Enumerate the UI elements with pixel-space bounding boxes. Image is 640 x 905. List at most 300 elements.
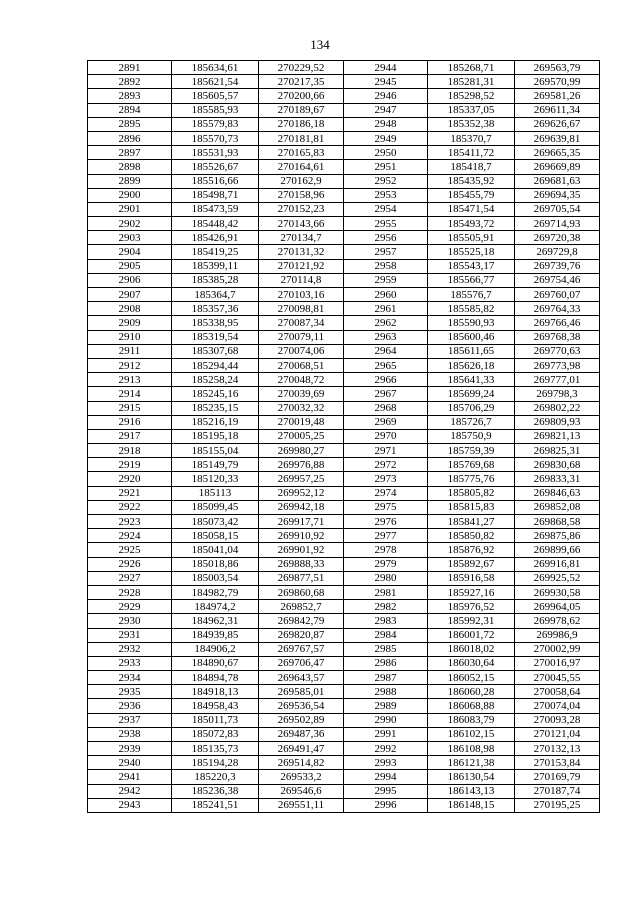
y-coordinate-left-cell: 269852,7 <box>259 600 344 614</box>
x-coordinate-left-cell: 185526,67 <box>172 160 259 174</box>
y-coordinate-right-cell: 270195,25 <box>515 798 600 812</box>
point-number-right-cell: 2972 <box>344 458 428 472</box>
point-number-right-cell: 2981 <box>344 585 428 599</box>
point-number-left-cell: 2940 <box>88 756 172 770</box>
table-row <box>88 131 600 145</box>
x-coordinate-right-cell: 185750,9 <box>428 429 515 443</box>
y-coordinate-left-cell: 270229,52 <box>259 61 344 75</box>
point-number-right-cell: 2993 <box>344 756 428 770</box>
y-coordinate-right-cell: 269798,3 <box>515 387 600 401</box>
x-coordinate-left-cell: 185120,33 <box>172 472 259 486</box>
point-number-right-cell: 2983 <box>344 614 428 628</box>
y-coordinate-right-cell: 269875,86 <box>515 529 600 543</box>
x-coordinate-right-cell: 185769,68 <box>428 458 515 472</box>
point-number-right-cell: 2958 <box>344 259 428 273</box>
point-number-right-cell: 2973 <box>344 472 428 486</box>
point-number-right-cell: 2959 <box>344 273 428 287</box>
y-coordinate-left-cell: 269980,27 <box>259 444 344 458</box>
x-coordinate-left-cell: 185155,04 <box>172 444 259 458</box>
y-coordinate-right-cell: 269626,67 <box>515 117 600 131</box>
x-coordinate-left-cell: 185364,7 <box>172 288 259 302</box>
point-number-right-cell: 2953 <box>344 188 428 202</box>
x-coordinate-right-cell: 186102,15 <box>428 727 515 741</box>
y-coordinate-left-cell: 270152,23 <box>259 202 344 216</box>
x-coordinate-right-cell: 185850,82 <box>428 529 515 543</box>
point-number-right-cell: 2989 <box>344 699 428 713</box>
coordinates-table <box>87 60 600 813</box>
x-coordinate-right-cell: 186148,15 <box>428 798 515 812</box>
table-row <box>88 444 600 458</box>
point-number-right-cell: 2977 <box>344 529 428 543</box>
x-coordinate-right-cell: 185471,54 <box>428 202 515 216</box>
x-coordinate-left-cell: 185216,19 <box>172 415 259 429</box>
table-row <box>88 557 600 571</box>
table-row <box>88 174 600 188</box>
x-coordinate-right-cell: 186108,98 <box>428 742 515 756</box>
x-coordinate-left-cell: 185195,18 <box>172 429 259 443</box>
point-number-left-cell: 2929 <box>88 600 172 614</box>
x-coordinate-left-cell: 185099,45 <box>172 500 259 514</box>
y-coordinate-right-cell: 269986,9 <box>515 628 600 642</box>
y-coordinate-left-cell: 269514,82 <box>259 756 344 770</box>
x-coordinate-right-cell: 185281,31 <box>428 75 515 89</box>
point-number-left-cell: 2928 <box>88 585 172 599</box>
y-coordinate-right-cell: 269916,81 <box>515 557 600 571</box>
table-row <box>88 699 600 713</box>
y-coordinate-left-cell: 270087,34 <box>259 316 344 330</box>
y-coordinate-left-cell: 270134,7 <box>259 231 344 245</box>
point-number-left-cell: 2923 <box>88 515 172 529</box>
table-row <box>88 344 600 358</box>
point-number-left-cell: 2916 <box>88 415 172 429</box>
y-coordinate-right-cell: 269729,8 <box>515 245 600 259</box>
y-coordinate-left-cell: 270114,8 <box>259 273 344 287</box>
x-coordinate-right-cell: 185411,72 <box>428 146 515 160</box>
y-coordinate-left-cell: 269533,2 <box>259 770 344 784</box>
table-row <box>88 543 600 557</box>
x-coordinate-right-cell: 185566,77 <box>428 273 515 287</box>
point-number-right-cell: 2947 <box>344 103 428 117</box>
point-number-left-cell: 2941 <box>88 770 172 784</box>
point-number-right-cell: 2994 <box>344 770 428 784</box>
point-number-left-cell: 2937 <box>88 713 172 727</box>
table-row <box>88 288 600 302</box>
x-coordinate-right-cell: 186001,72 <box>428 628 515 642</box>
x-coordinate-left-cell: 184974,2 <box>172 600 259 614</box>
x-coordinate-right-cell: 186130,54 <box>428 770 515 784</box>
table-row <box>88 75 600 89</box>
table-row <box>88 330 600 344</box>
x-coordinate-left-cell: 185113 <box>172 486 259 500</box>
table-row <box>88 202 600 216</box>
x-coordinate-right-cell: 185505,91 <box>428 231 515 245</box>
point-number-left-cell: 2913 <box>88 373 172 387</box>
x-coordinate-left-cell: 185041,04 <box>172 543 259 557</box>
y-coordinate-right-cell: 269720,38 <box>515 231 600 245</box>
table-row <box>88 316 600 330</box>
table-row <box>88 373 600 387</box>
x-coordinate-left-cell: 185385,28 <box>172 273 259 287</box>
table-row <box>88 259 600 273</box>
table-row <box>88 429 600 443</box>
y-coordinate-right-cell: 269563,79 <box>515 61 600 75</box>
x-coordinate-left-cell: 185294,44 <box>172 358 259 372</box>
x-coordinate-left-cell: 185498,71 <box>172 188 259 202</box>
x-coordinate-left-cell: 185018,86 <box>172 557 259 571</box>
point-number-right-cell: 2965 <box>344 358 428 372</box>
y-coordinate-left-cell: 269917,71 <box>259 515 344 529</box>
point-number-right-cell: 2970 <box>344 429 428 443</box>
x-coordinate-right-cell: 186030,64 <box>428 656 515 670</box>
x-coordinate-right-cell: 186121,38 <box>428 756 515 770</box>
y-coordinate-right-cell: 269925,52 <box>515 571 600 585</box>
x-coordinate-left-cell: 185194,28 <box>172 756 259 770</box>
point-number-left-cell: 2895 <box>88 117 172 131</box>
point-number-right-cell: 2950 <box>344 146 428 160</box>
point-number-left-cell: 2920 <box>88 472 172 486</box>
y-coordinate-right-cell: 269821,13 <box>515 429 600 443</box>
point-number-left-cell: 2924 <box>88 529 172 543</box>
point-number-left-cell: 2909 <box>88 316 172 330</box>
x-coordinate-right-cell: 185641,33 <box>428 373 515 387</box>
x-coordinate-right-cell: 185352,38 <box>428 117 515 131</box>
x-coordinate-left-cell: 185357,36 <box>172 302 259 316</box>
table-row <box>88 245 600 259</box>
y-coordinate-left-cell: 269877,51 <box>259 571 344 585</box>
y-coordinate-right-cell: 269665,35 <box>515 146 600 160</box>
table-row <box>88 742 600 756</box>
y-coordinate-left-cell: 270039,69 <box>259 387 344 401</box>
x-coordinate-left-cell: 185605,57 <box>172 89 259 103</box>
y-coordinate-right-cell: 269868,58 <box>515 515 600 529</box>
x-coordinate-left-cell: 185338,95 <box>172 316 259 330</box>
point-number-left-cell: 2893 <box>88 89 172 103</box>
x-coordinate-right-cell: 185976,52 <box>428 600 515 614</box>
point-number-right-cell: 2996 <box>344 798 428 812</box>
y-coordinate-right-cell: 270045,55 <box>515 671 600 685</box>
point-number-left-cell: 2912 <box>88 358 172 372</box>
x-coordinate-left-cell: 185058,15 <box>172 529 259 543</box>
y-coordinate-left-cell: 269976,88 <box>259 458 344 472</box>
y-coordinate-right-cell: 269978,62 <box>515 614 600 628</box>
point-number-left-cell: 2914 <box>88 387 172 401</box>
y-coordinate-right-cell: 269899,66 <box>515 543 600 557</box>
point-number-right-cell: 2963 <box>344 330 428 344</box>
table-row <box>88 387 600 401</box>
x-coordinate-left-cell: 184982,79 <box>172 585 259 599</box>
y-coordinate-right-cell: 269760,07 <box>515 288 600 302</box>
y-coordinate-left-cell: 269820,87 <box>259 628 344 642</box>
y-coordinate-right-cell: 269825,31 <box>515 444 600 458</box>
point-number-right-cell: 2967 <box>344 387 428 401</box>
point-number-right-cell: 2968 <box>344 401 428 415</box>
y-coordinate-right-cell: 269714,93 <box>515 217 600 231</box>
y-coordinate-left-cell: 270143,66 <box>259 217 344 231</box>
point-number-left-cell: 2902 <box>88 217 172 231</box>
x-coordinate-left-cell: 185473,59 <box>172 202 259 216</box>
x-coordinate-left-cell: 185235,15 <box>172 401 259 415</box>
point-number-left-cell: 2943 <box>88 798 172 812</box>
x-coordinate-left-cell: 185579,83 <box>172 117 259 131</box>
y-coordinate-left-cell: 270158,96 <box>259 188 344 202</box>
y-coordinate-left-cell: 270068,51 <box>259 358 344 372</box>
table-row <box>88 117 600 131</box>
y-coordinate-right-cell: 270058,64 <box>515 685 600 699</box>
point-number-right-cell: 2979 <box>344 557 428 571</box>
point-number-right-cell: 2992 <box>344 742 428 756</box>
point-number-right-cell: 2946 <box>344 89 428 103</box>
y-coordinate-right-cell: 269773,98 <box>515 358 600 372</box>
x-coordinate-right-cell: 185805,82 <box>428 486 515 500</box>
table-row <box>88 656 600 670</box>
table-row <box>88 685 600 699</box>
x-coordinate-right-cell: 185455,79 <box>428 188 515 202</box>
point-number-right-cell: 2966 <box>344 373 428 387</box>
point-number-right-cell: 2945 <box>344 75 428 89</box>
point-number-left-cell: 2891 <box>88 61 172 75</box>
y-coordinate-left-cell: 270164,61 <box>259 160 344 174</box>
x-coordinate-left-cell: 185426,91 <box>172 231 259 245</box>
point-number-left-cell: 2934 <box>88 671 172 685</box>
y-coordinate-right-cell: 269809,93 <box>515 415 600 429</box>
point-number-right-cell: 2974 <box>344 486 428 500</box>
x-coordinate-right-cell: 185298,52 <box>428 89 515 103</box>
x-coordinate-right-cell: 186060,28 <box>428 685 515 699</box>
x-coordinate-right-cell: 185493,72 <box>428 217 515 231</box>
x-coordinate-right-cell: 185525,18 <box>428 245 515 259</box>
y-coordinate-left-cell: 269536,54 <box>259 699 344 713</box>
point-number-left-cell: 2906 <box>88 273 172 287</box>
point-number-left-cell: 2938 <box>88 727 172 741</box>
point-number-left-cell: 2905 <box>88 259 172 273</box>
y-coordinate-left-cell: 270019,48 <box>259 415 344 429</box>
table-row <box>88 89 600 103</box>
x-coordinate-right-cell: 185815,83 <box>428 500 515 514</box>
y-coordinate-right-cell: 270153,84 <box>515 756 600 770</box>
table-row <box>88 770 600 784</box>
point-number-right-cell: 2987 <box>344 671 428 685</box>
table-row <box>88 415 600 429</box>
point-number-right-cell: 2962 <box>344 316 428 330</box>
y-coordinate-left-cell: 270032,32 <box>259 401 344 415</box>
y-coordinate-right-cell: 269802,22 <box>515 401 600 415</box>
y-coordinate-right-cell: 269681,63 <box>515 174 600 188</box>
x-coordinate-right-cell: 185337,05 <box>428 103 515 117</box>
x-coordinate-left-cell: 185241,51 <box>172 798 259 812</box>
y-coordinate-right-cell: 269768,38 <box>515 330 600 344</box>
x-coordinate-right-cell: 185706,29 <box>428 401 515 415</box>
point-number-right-cell: 2969 <box>344 415 428 429</box>
table-row <box>88 798 600 812</box>
y-coordinate-left-cell: 270162,9 <box>259 174 344 188</box>
point-number-right-cell: 2954 <box>344 202 428 216</box>
point-number-right-cell: 2971 <box>344 444 428 458</box>
y-coordinate-right-cell: 269739,76 <box>515 259 600 273</box>
x-coordinate-left-cell: 185516,66 <box>172 174 259 188</box>
point-number-left-cell: 2942 <box>88 784 172 798</box>
point-number-right-cell: 2982 <box>344 600 428 614</box>
y-coordinate-left-cell: 269502,89 <box>259 713 344 727</box>
x-coordinate-right-cell: 185892,67 <box>428 557 515 571</box>
y-coordinate-left-cell: 269706,47 <box>259 656 344 670</box>
table-row <box>88 500 600 514</box>
y-coordinate-left-cell: 269888,33 <box>259 557 344 571</box>
point-number-left-cell: 2927 <box>88 571 172 585</box>
table-row <box>88 585 600 599</box>
table-row <box>88 358 600 372</box>
point-number-right-cell: 2956 <box>344 231 428 245</box>
table-row <box>88 614 600 628</box>
y-coordinate-left-cell: 270217,35 <box>259 75 344 89</box>
x-coordinate-right-cell: 185435,92 <box>428 174 515 188</box>
y-coordinate-left-cell: 270103,16 <box>259 288 344 302</box>
table-row <box>88 160 600 174</box>
x-coordinate-left-cell: 185307,68 <box>172 344 259 358</box>
table-row <box>88 515 600 529</box>
y-coordinate-right-cell: 270121,04 <box>515 727 600 741</box>
y-coordinate-left-cell: 269643,57 <box>259 671 344 685</box>
point-number-right-cell: 2960 <box>344 288 428 302</box>
x-coordinate-left-cell: 184958,43 <box>172 699 259 713</box>
x-coordinate-right-cell: 185927,16 <box>428 585 515 599</box>
y-coordinate-right-cell: 269770,63 <box>515 344 600 358</box>
point-number-left-cell: 2892 <box>88 75 172 89</box>
x-coordinate-right-cell: 185992,31 <box>428 614 515 628</box>
x-coordinate-left-cell: 184906,2 <box>172 642 259 656</box>
table-row <box>88 472 600 486</box>
point-number-right-cell: 2955 <box>344 217 428 231</box>
y-coordinate-right-cell: 269833,31 <box>515 472 600 486</box>
y-coordinate-left-cell: 270005,25 <box>259 429 344 443</box>
y-coordinate-right-cell: 269766,46 <box>515 316 600 330</box>
x-coordinate-left-cell: 185003,54 <box>172 571 259 585</box>
y-coordinate-left-cell: 270098,81 <box>259 302 344 316</box>
x-coordinate-right-cell: 186052,15 <box>428 671 515 685</box>
point-number-left-cell: 2903 <box>88 231 172 245</box>
y-coordinate-right-cell: 269964,05 <box>515 600 600 614</box>
y-coordinate-right-cell: 269669,89 <box>515 160 600 174</box>
x-coordinate-right-cell: 185699,24 <box>428 387 515 401</box>
x-coordinate-left-cell: 185149,79 <box>172 458 259 472</box>
table-row <box>88 529 600 543</box>
x-coordinate-right-cell: 185543,17 <box>428 259 515 273</box>
x-coordinate-left-cell: 185531,93 <box>172 146 259 160</box>
point-number-right-cell: 2980 <box>344 571 428 585</box>
point-number-right-cell: 2976 <box>344 515 428 529</box>
y-coordinate-right-cell: 270132,13 <box>515 742 600 756</box>
y-coordinate-right-cell: 269581,26 <box>515 89 600 103</box>
y-coordinate-left-cell: 269551,11 <box>259 798 344 812</box>
x-coordinate-right-cell: 185916,58 <box>428 571 515 585</box>
x-coordinate-left-cell: 184894,78 <box>172 671 259 685</box>
point-number-right-cell: 2964 <box>344 344 428 358</box>
x-coordinate-right-cell: 186143,13 <box>428 784 515 798</box>
y-coordinate-left-cell: 270186,18 <box>259 117 344 131</box>
point-number-left-cell: 2900 <box>88 188 172 202</box>
y-coordinate-right-cell: 270187,74 <box>515 784 600 798</box>
table-row <box>88 727 600 741</box>
y-coordinate-right-cell: 270169,79 <box>515 770 600 784</box>
y-coordinate-right-cell: 269570,99 <box>515 75 600 89</box>
point-number-right-cell: 2986 <box>344 656 428 670</box>
y-coordinate-left-cell: 270181,81 <box>259 131 344 145</box>
y-coordinate-right-cell: 269846,63 <box>515 486 600 500</box>
x-coordinate-left-cell: 185570,73 <box>172 131 259 145</box>
x-coordinate-left-cell: 185220,3 <box>172 770 259 784</box>
point-number-right-cell: 2948 <box>344 117 428 131</box>
table-row <box>88 628 600 642</box>
table-row <box>88 713 600 727</box>
y-coordinate-right-cell: 269777,01 <box>515 373 600 387</box>
point-number-left-cell: 2932 <box>88 642 172 656</box>
x-coordinate-left-cell: 185072,83 <box>172 727 259 741</box>
point-number-left-cell: 2922 <box>88 500 172 514</box>
point-number-right-cell: 2988 <box>344 685 428 699</box>
x-coordinate-right-cell: 186083,79 <box>428 713 515 727</box>
x-coordinate-left-cell: 185585,93 <box>172 103 259 117</box>
x-coordinate-left-cell: 185448,42 <box>172 217 259 231</box>
y-coordinate-left-cell: 269487,36 <box>259 727 344 741</box>
y-coordinate-left-cell: 270121,92 <box>259 259 344 273</box>
point-number-right-cell: 2944 <box>344 61 428 75</box>
point-number-left-cell: 2910 <box>88 330 172 344</box>
point-number-left-cell: 2918 <box>88 444 172 458</box>
x-coordinate-left-cell: 185419,25 <box>172 245 259 259</box>
y-coordinate-left-cell: 270200,66 <box>259 89 344 103</box>
x-coordinate-right-cell: 185775,76 <box>428 472 515 486</box>
y-coordinate-left-cell: 269491,47 <box>259 742 344 756</box>
x-coordinate-right-cell: 185268,71 <box>428 61 515 75</box>
x-coordinate-right-cell: 185876,92 <box>428 543 515 557</box>
y-coordinate-right-cell: 269852,08 <box>515 500 600 514</box>
x-coordinate-right-cell: 185841,27 <box>428 515 515 529</box>
point-number-right-cell: 2984 <box>344 628 428 642</box>
y-coordinate-right-cell: 269764,33 <box>515 302 600 316</box>
point-number-left-cell: 2898 <box>88 160 172 174</box>
y-coordinate-right-cell: 269930,58 <box>515 585 600 599</box>
y-coordinate-right-cell: 269694,35 <box>515 188 600 202</box>
point-number-left-cell: 2904 <box>88 245 172 259</box>
x-coordinate-right-cell: 185418,7 <box>428 160 515 174</box>
x-coordinate-left-cell: 184890,67 <box>172 656 259 670</box>
y-coordinate-right-cell: 269611,34 <box>515 103 600 117</box>
y-coordinate-left-cell: 270131,32 <box>259 245 344 259</box>
point-number-left-cell: 2896 <box>88 131 172 145</box>
point-number-left-cell: 2908 <box>88 302 172 316</box>
x-coordinate-left-cell: 185245,16 <box>172 387 259 401</box>
point-number-right-cell: 2949 <box>344 131 428 145</box>
x-coordinate-right-cell: 185370,7 <box>428 131 515 145</box>
point-number-left-cell: 2907 <box>88 288 172 302</box>
point-number-right-cell: 2957 <box>344 245 428 259</box>
x-coordinate-right-cell: 185759,39 <box>428 444 515 458</box>
y-coordinate-left-cell: 269910,92 <box>259 529 344 543</box>
x-coordinate-left-cell: 184918,13 <box>172 685 259 699</box>
page-number: 134 <box>310 37 330 52</box>
point-number-left-cell: 2917 <box>88 429 172 443</box>
point-number-left-cell: 2915 <box>88 401 172 415</box>
table-row <box>88 458 600 472</box>
point-number-right-cell: 2975 <box>344 500 428 514</box>
point-number-right-cell: 2985 <box>344 642 428 656</box>
x-coordinate-left-cell: 185011,73 <box>172 713 259 727</box>
x-coordinate-left-cell: 185634,61 <box>172 61 259 75</box>
x-coordinate-left-cell: 185258,24 <box>172 373 259 387</box>
y-coordinate-left-cell: 269546,6 <box>259 784 344 798</box>
y-coordinate-left-cell: 270048,72 <box>259 373 344 387</box>
point-number-right-cell: 2995 <box>344 784 428 798</box>
x-coordinate-right-cell: 186018,02 <box>428 642 515 656</box>
